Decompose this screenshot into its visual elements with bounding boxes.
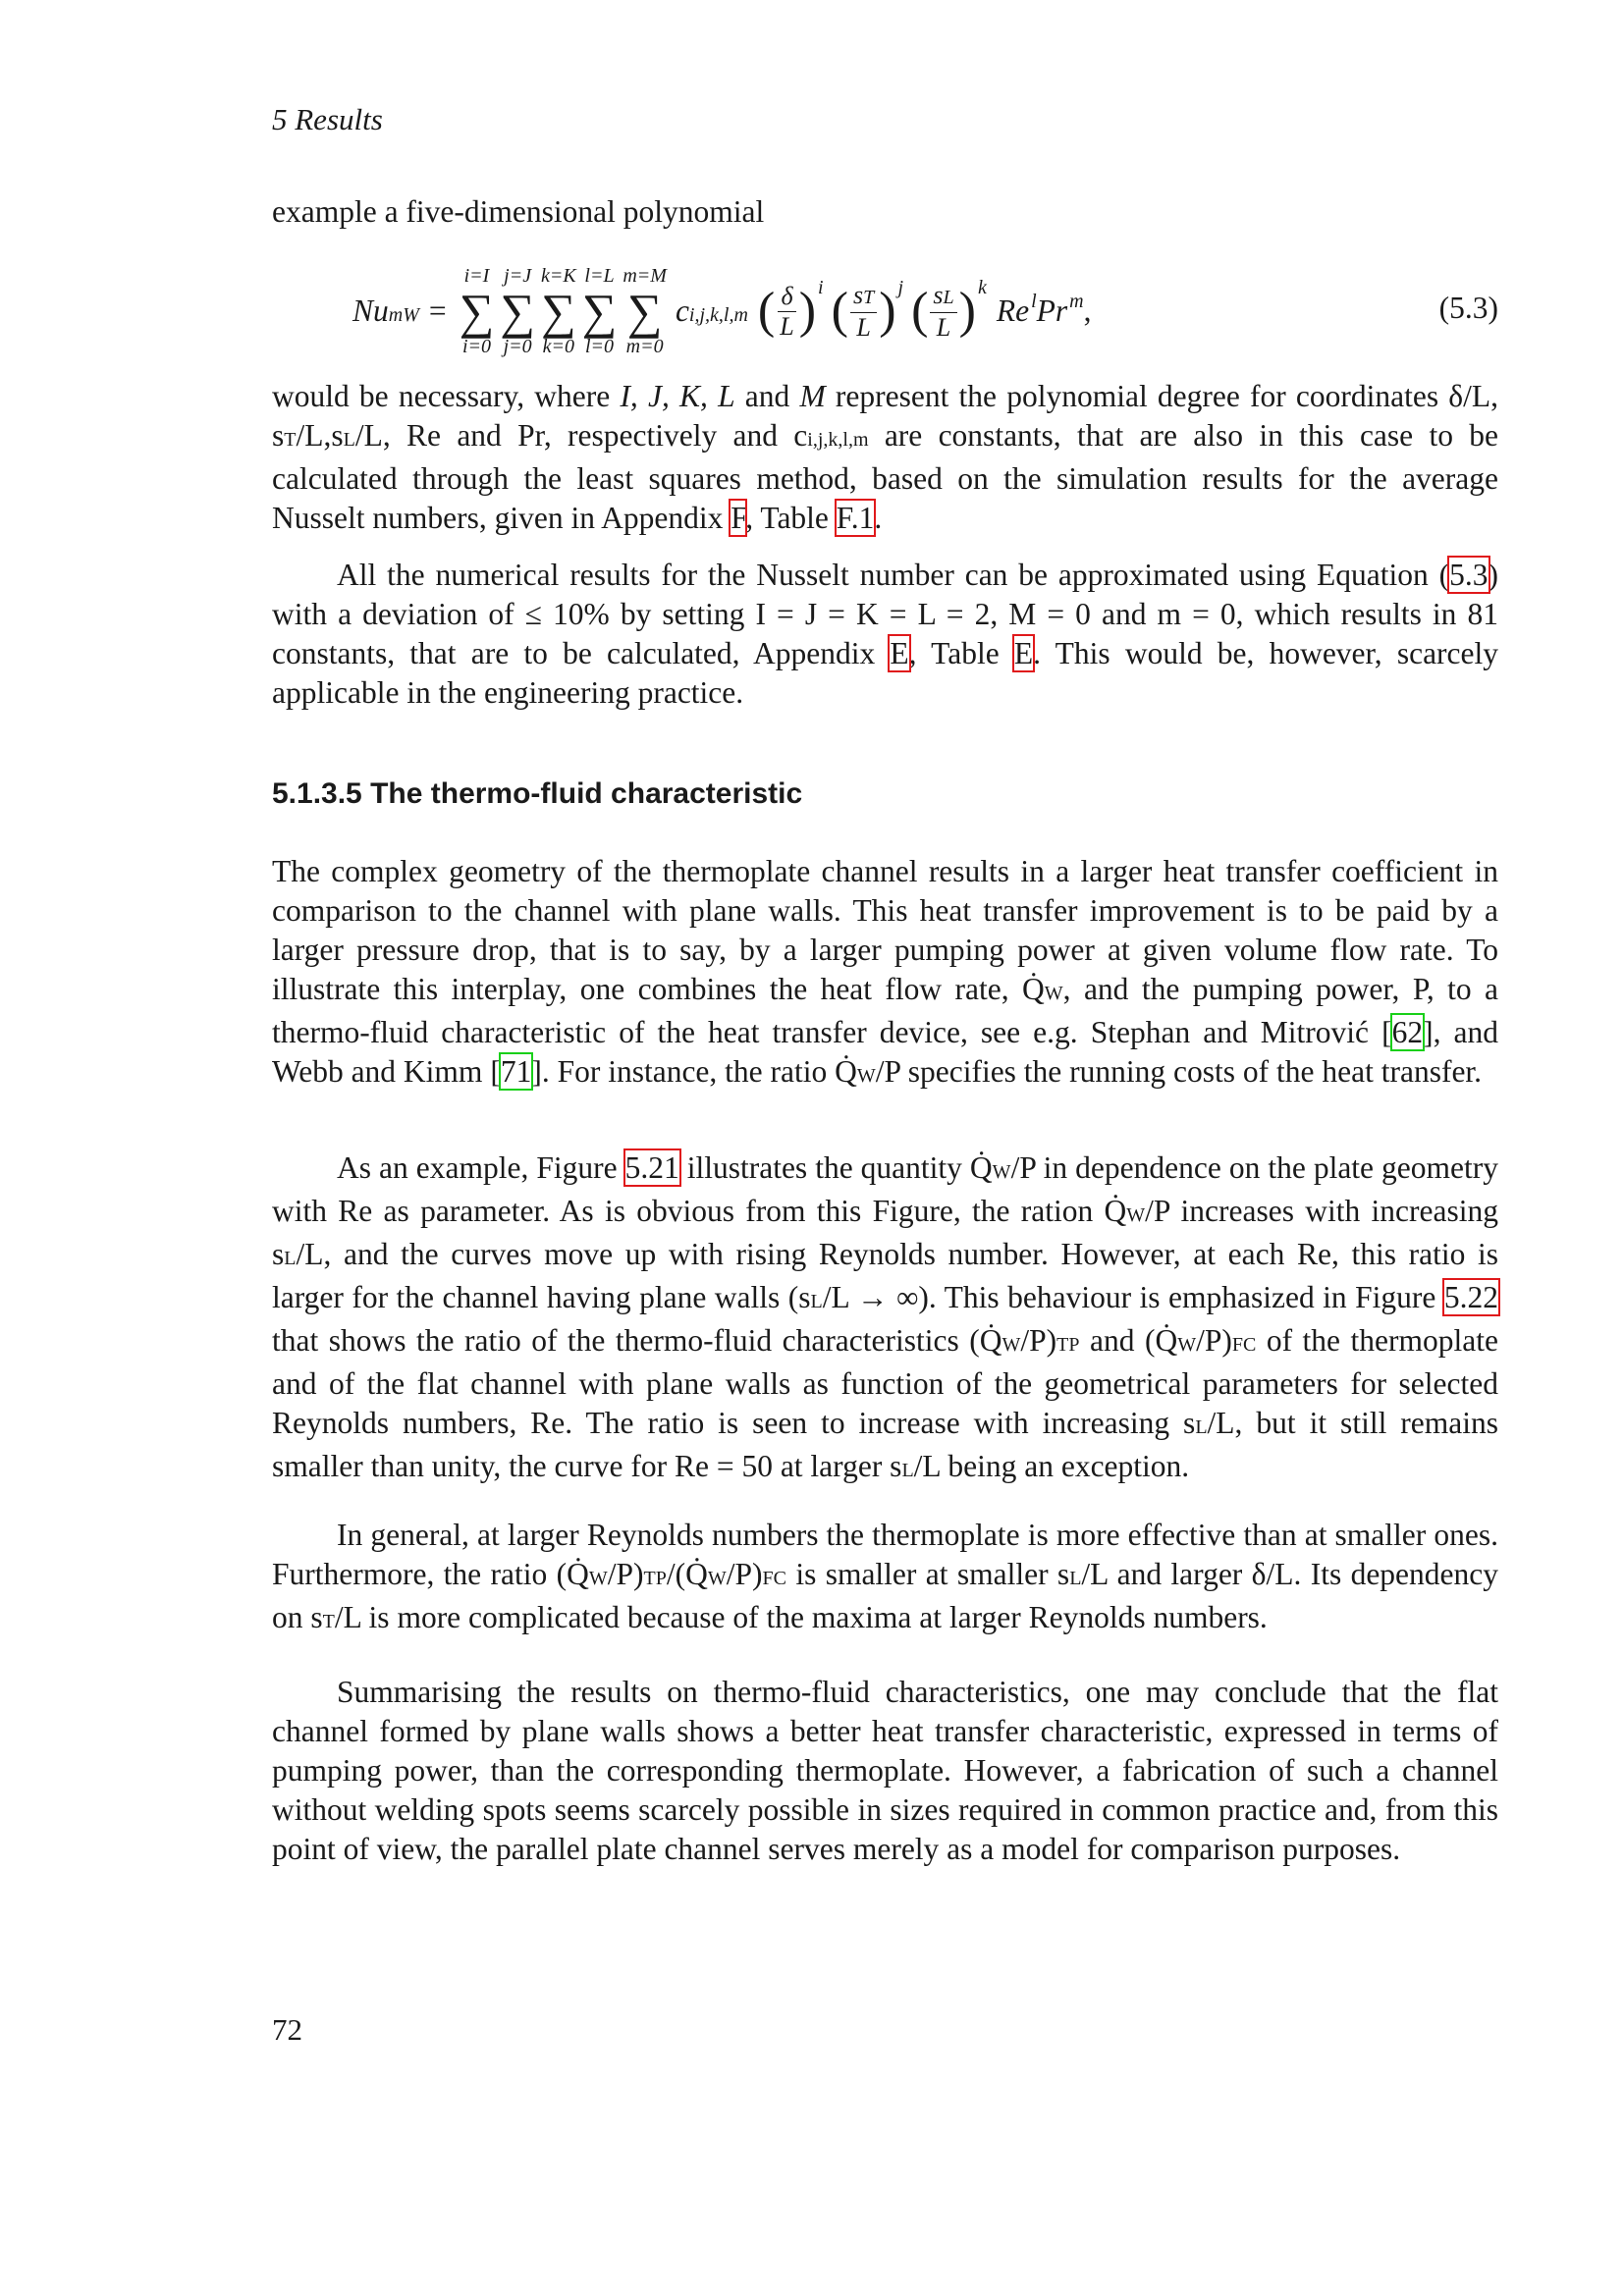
- paragraph-2: All the numerical results for the Nusselt number can be approximated using Equation (5.3) with a deviation of ≤ 10% by setting I = J = K = L = 2, M = 0 and m = 0, which results in 81 constants, that are to be calculated, Appendix E, Table E. This would be, however, scarcely applicable in the engineering practice.: [272, 558, 1498, 710]
- frac-sl-over-l: $\frac{sL}{L}$: [930, 281, 956, 343]
- figure-5-22-link[interactable]: 5.22: [1443, 1280, 1498, 1314]
- eq-lhs: NumW: [352, 294, 419, 328]
- exp-i: i: [818, 276, 824, 298]
- table-f1-link[interactable]: F.1: [836, 501, 875, 535]
- frac-st-over-l: $\frac{sT}{L}$: [850, 281, 877, 343]
- sum-l: l=L ∑ l=0: [581, 265, 618, 357]
- equation-5-3-link[interactable]: 5.3: [1449, 558, 1489, 592]
- eq-coef: ci,j,k,l,m: [675, 294, 748, 328]
- paragraph-3: The complex geometry of the thermoplate channel results in a larger heat transfer coefficient in comparison to the channel with plane walls. This heat transfer improvement is to be paid by a larger pressure drop, that is to say, by a larger pumping power at given volume flow rate. To illustrate this interplay, one combines the heat flow rate, Q̇W, and the pumping power, P, to a thermo-fluid characteristic of the heat transfer device, see e.g. Stephan and Mitrović [62], and Webb and Kimm [71]. For instance, the ratio Q̇W/P specifies the running costs of the heat transfer.: [272, 854, 1498, 1089]
- page-number: 72: [272, 2012, 302, 2047]
- equation-body: NumW = i=I ∑ i=0 j=J ∑ j=0 k=K ∑ k=0 l=L ∑ l=0 m=M ∑ m=0 ci,j,k,l,m ( $\frac{\delta}{L}$ ) i ( $\frac{sT}{L}$ ) j ( $\frac{sL}{L}$ ) k Re $^l$ Pr $^m$ ,: [352, 265, 1092, 357]
- citation-62-link[interactable]: 62: [1391, 1015, 1424, 1049]
- citation-71-link[interactable]: 71: [500, 1054, 532, 1089]
- appendix-e-link[interactable]: E: [890, 636, 909, 670]
- paragraph-4: As an example, Figure 5.21 illustrates the quantity Q̇W/P in dependence on the plate geometry with Re as parameter. As is obvious from this Figure, the ration Q̇W/P increases with increasing sL/L, and the curves move up with rising Reynolds number. However, at each Re, this ratio is larger for the channel having plane walls (sL/L → ∞). This behaviour is emphasized in Figure 5.22 that shows the ratio of the thermo-fluid characteristics (Q̇W/P)TP and (Q̇W/P)FC of the thermoplate and of the flat channel with plane walls as function of the geometrical parameters for selected Reynolds numbers, Re. The ratio is seen to increase with increasing sL/L, but it still remains smaller than unity, the curve for Re = 50 at larger sL/L being an exception.: [272, 1150, 1499, 1483]
- exp-j: j: [897, 276, 904, 298]
- table-e-link[interactable]: E: [1013, 636, 1034, 670]
- paragraph-1: would be necessary, where I, J, K, L and M represent the polynomial degree for coordinates δ/L, sT/L,sL/L, Re and Pr, respectively and ci,j,k,l,m are constants, that are also in this case to be calculated through the least squares method, based on the simulation results for the average Nusselt numbers, given in Appendix F, Table F.1.: [272, 379, 1498, 535]
- equation-number: (5.3): [1438, 291, 1498, 325]
- paragraph-6-text: Summarising the results on thermo-fluid characteristics, one may conclude that the flat channel formed by plane walls shows a better heat transfer characteristic, expressed in terms of pumping power, than the corresponding thermoplate. However, a fabrication of such a channel without welding spots seems scarcely possible in sizes required in common practice and, from this point of view, the parallel plate channel serves merely as a model for comparison purposes.: [272, 1675, 1498, 1866]
- sum-k: k=K ∑ k=0: [540, 265, 576, 357]
- frac-delta-over-l: $\frac{\delta}{L}$: [780, 281, 794, 341]
- paragraph-6: [272, 1673, 1498, 1869]
- figure-5-21-link[interactable]: 5.21: [624, 1150, 679, 1185]
- intro-text: example a five-dimensional polynomial: [272, 194, 765, 229]
- equation-5-3: [272, 257, 1498, 365]
- running-head: 5 Results: [272, 102, 383, 136]
- eq-re: Re $^l$: [996, 291, 1037, 328]
- exp-k: k: [977, 276, 987, 298]
- section-heading: 5.1.3.5 The thermo-fluid characteristic: [272, 777, 803, 810]
- sum-m: m=M ∑ m=0: [623, 265, 667, 357]
- paragraph-5: In general, at larger Reynolds numbers the thermoplate is more effective than at smaller ones. Furthermore, the ratio (Q̇W/P)TP/(Q̇W/P)FC is smaller at smaller sL/L and larger δ/L. Its dependency on sT/L is more complicated because of the maxima at larger Reynolds numbers.: [272, 1518, 1498, 1634]
- eq-trail: ,: [1083, 294, 1092, 328]
- eq-equals: =: [428, 294, 447, 328]
- intro-line: [272, 192, 1498, 232]
- appendix-f-link[interactable]: F: [731, 501, 746, 535]
- sum-i: i=I ∑ i=0: [459, 265, 495, 357]
- sum-j: j=J ∑ j=0: [500, 265, 535, 357]
- eq-pr: Pr $^m$: [1036, 291, 1084, 328]
